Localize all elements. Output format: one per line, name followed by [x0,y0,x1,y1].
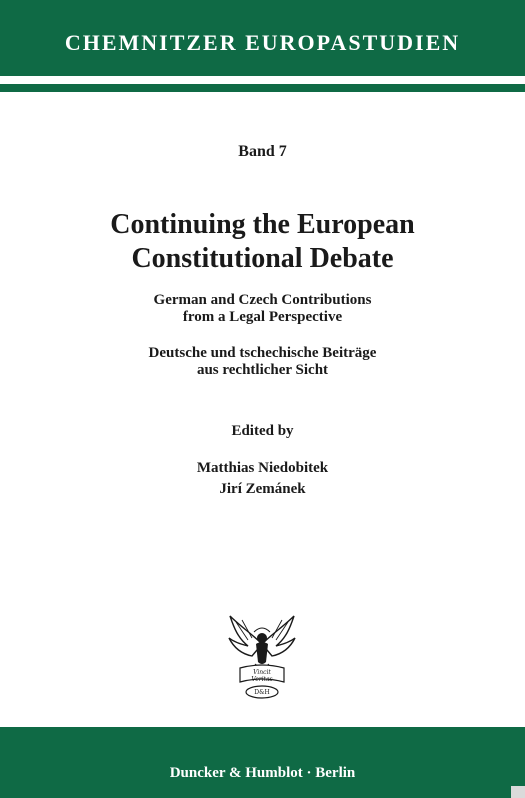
logo-motto-line-2: Veritas [251,676,273,683]
series-title: CHEMNITZER EUROPASTUDIEN [64,30,461,55]
editor-name: Matthias Niedobitek [196,460,329,476]
corner-mark [511,786,525,798]
edited-by-label: Edited by [231,423,294,439]
book-title [0,208,525,276]
volume-label: Band 7 [238,143,287,160]
editor-name: Jirí Zemánek [219,481,306,497]
subtitle-german [0,345,525,379]
subtitle-german-line-2: aus rechtlicher Sicht [196,362,329,378]
eagle-emblem-icon [226,610,298,702]
logo-motto-line-1: Vincit [253,669,271,676]
book-title-line-2: Constitutional Debate [131,243,394,274]
publisher-name: Duncker & Humblot · Berlin [169,765,356,781]
subtitle-english [0,292,525,326]
logo-monogram: D&H [254,689,270,696]
header-divider-stripe [0,84,525,92]
publisher-footer-band [0,727,525,798]
subtitle-english-line-2: from a Legal Perspective [182,309,343,325]
subtitle-english-line-1: German and Czech Contributions [153,292,372,308]
subtitle-german-line-1: Deutsche und tschechische Beiträge [148,345,377,361]
book-title-line-1: Continuing the European [110,209,415,240]
